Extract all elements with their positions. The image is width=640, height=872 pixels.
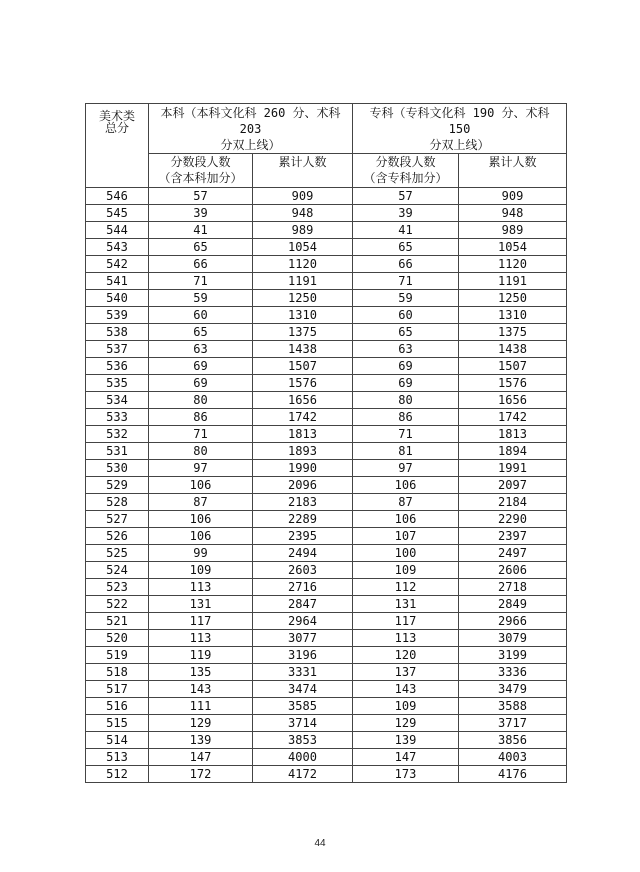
total-score-cell: 526 [86,528,149,545]
college-segment-count-cell: 112 [353,579,459,596]
table-row [86,256,567,273]
total-score-cell: 512 [86,766,149,783]
college-cumulative-cell: 3717 [459,715,567,732]
college-segment-count-cell: 117 [353,613,459,630]
undergrad-segment-count-cell: 106 [149,511,253,528]
total-score-cell: 539 [86,307,149,324]
college-segment-count-cell: 139 [353,732,459,749]
total-score-cell: 544 [86,222,149,239]
college-segment-line2: （含专科加分） [363,171,448,185]
undergrad-cumulative-cell: 4000 [253,749,353,766]
undergrad-segment-count-cell: 86 [149,409,253,426]
undergrad-segment-count-cell: 87 [149,494,253,511]
page-number: 44 [314,838,326,849]
undergrad-cumulative-cell: 3474 [253,681,353,698]
college-cumulative-cell: 2966 [459,613,567,630]
undergraduate-segment-header [149,154,253,188]
total-score-cell: 531 [86,443,149,460]
college-cumulative-header [459,154,567,188]
undergrad-cumulative-cell: 3196 [253,647,353,664]
college-cumulative-label: 累计人数 [488,155,537,169]
college-segment-count-cell: 137 [353,664,459,681]
undergrad-cumulative-cell: 3853 [253,732,353,749]
undergrad-cumulative-cell: 3331 [253,664,353,681]
undergrad-cumulative-cell: 1813 [253,426,353,443]
table-row [86,341,567,358]
college-cumulative-cell: 1120 [459,256,567,273]
college-cumulative-cell: 1813 [459,426,567,443]
college-cumulative-cell: 1507 [459,358,567,375]
college-segment-count-cell: 60 [353,307,459,324]
college-cumulative-cell: 2290 [459,511,567,528]
table-row [86,715,567,732]
total-score-cell: 535 [86,375,149,392]
total-score-header [86,104,149,188]
college-segment-count-cell: 71 [353,426,459,443]
undergrad-segment-count-cell: 66 [149,256,253,273]
college-segment-count-cell: 66 [353,256,459,273]
total-score-cell: 533 [86,409,149,426]
table-row [86,409,567,426]
college-segment-count-cell: 173 [353,766,459,783]
table-row [86,477,567,494]
undergrad-cumulative-cell: 1990 [253,460,353,477]
undergraduate-segment-line2: （含本科加分） [158,171,243,185]
undergrad-cumulative-cell: 1507 [253,358,353,375]
undergrad-cumulative-cell: 4172 [253,766,353,783]
table-row [86,290,567,307]
college-segment-count-cell: 87 [353,494,459,511]
college-segment-count-cell: 81 [353,443,459,460]
college-cumulative-cell: 4003 [459,749,567,766]
total-score-cell: 516 [86,698,149,715]
table-row [86,494,567,511]
undergrad-cumulative-cell: 2289 [253,511,353,528]
total-score-cell: 541 [86,273,149,290]
college-segment-count-cell: 41 [353,222,459,239]
undergrad-cumulative-cell: 1191 [253,273,353,290]
undergrad-segment-count-cell: 71 [149,426,253,443]
undergrad-segment-count-cell: 65 [149,324,253,341]
college-cumulative-cell: 1656 [459,392,567,409]
total-score-cell: 543 [86,239,149,256]
college-group-header [353,104,567,154]
undergrad-segment-count-cell: 39 [149,205,253,222]
college-cumulative-cell: 1375 [459,324,567,341]
table-row [86,579,567,596]
table-row [86,426,567,443]
table-row [86,358,567,375]
college-cumulative-cell: 2097 [459,477,567,494]
college-segment-count-cell: 106 [353,477,459,494]
table-row [86,613,567,630]
total-score-cell: 545 [86,205,149,222]
undergraduate-cumulative-label: 累计人数 [278,155,327,169]
table-row [86,307,567,324]
table-row [86,647,567,664]
college-cumulative-cell: 1991 [459,460,567,477]
college-cumulative-cell: 3079 [459,630,567,647]
total-score-cell: 523 [86,579,149,596]
college-cumulative-cell: 909 [459,188,567,205]
total-score-cell: 537 [86,341,149,358]
undergraduate-group-header [149,104,353,154]
college-segment-count-cell: 113 [353,630,459,647]
table-row [86,596,567,613]
total-score-cell: 527 [86,511,149,528]
college-cumulative-cell: 1310 [459,307,567,324]
undergrad-cumulative-cell: 2603 [253,562,353,579]
total-score-cell: 522 [86,596,149,613]
undergrad-segment-count-cell: 117 [149,613,253,630]
college-segment-count-cell: 106 [353,511,459,528]
undergrad-cumulative-cell: 909 [253,188,353,205]
undergrad-cumulative-cell: 1576 [253,375,353,392]
college-segment-count-cell: 69 [353,375,459,392]
college-cumulative-cell: 2718 [459,579,567,596]
undergrad-cumulative-cell: 1054 [253,239,353,256]
header-row-top [86,104,567,154]
college-cumulative-cell: 4176 [459,766,567,783]
undergrad-segment-count-cell: 99 [149,545,253,562]
undergrad-segment-count-cell: 135 [149,664,253,681]
college-segment-count-cell: 147 [353,749,459,766]
undergrad-segment-count-cell: 80 [149,392,253,409]
undergrad-segment-count-cell: 113 [149,579,253,596]
total-score-cell: 517 [86,681,149,698]
table-row [86,681,567,698]
college-segment-count-cell: 86 [353,409,459,426]
college-cumulative-cell: 1191 [459,273,567,290]
college-segment-count-cell: 65 [353,239,459,256]
table-row [86,698,567,715]
total-score-cell: 546 [86,188,149,205]
table-row [86,222,567,239]
undergrad-segment-count-cell: 41 [149,222,253,239]
total-score-cell: 513 [86,749,149,766]
college-cumulative-cell: 989 [459,222,567,239]
table-row [86,545,567,562]
table-row [86,511,567,528]
college-segment-count-cell: 80 [353,392,459,409]
undergrad-cumulative-cell: 1310 [253,307,353,324]
total-score-cell: 542 [86,256,149,273]
table-row [86,188,567,205]
undergrad-segment-count-cell: 119 [149,647,253,664]
table-body [86,188,567,783]
undergraduate-cumulative-header [253,154,353,188]
undergrad-cumulative-cell: 1893 [253,443,353,460]
college-cumulative-cell: 3479 [459,681,567,698]
table-row [86,749,567,766]
undergrad-segment-count-cell: 111 [149,698,253,715]
undergrad-cumulative-cell: 1656 [253,392,353,409]
table-row [86,443,567,460]
total-score-cell: 524 [86,562,149,579]
table-row [86,664,567,681]
college-cumulative-cell: 1576 [459,375,567,392]
undergrad-cumulative-cell: 1120 [253,256,353,273]
undergrad-segment-count-cell: 147 [149,749,253,766]
table-row [86,205,567,222]
table-row [86,630,567,647]
college-cumulative-cell: 3856 [459,732,567,749]
college-cumulative-cell: 2849 [459,596,567,613]
college-cumulative-cell: 2184 [459,494,567,511]
table-row [86,460,567,477]
college-segment-count-cell: 71 [353,273,459,290]
total-score-cell: 518 [86,664,149,681]
undergrad-segment-count-cell: 113 [149,630,253,647]
undergrad-cumulative-cell: 989 [253,222,353,239]
undergrad-segment-count-cell: 69 [149,375,253,392]
undergrad-cumulative-cell: 1375 [253,324,353,341]
college-segment-count-cell: 129 [353,715,459,732]
undergrad-segment-count-cell: 80 [149,443,253,460]
college-segment-line1: 分数段人数 [375,155,436,169]
undergrad-cumulative-cell: 2096 [253,477,353,494]
undergrad-cumulative-cell: 3585 [253,698,353,715]
table-header [86,104,567,188]
college-cumulative-cell: 1250 [459,290,567,307]
total-score-cell: 525 [86,545,149,562]
college-cumulative-cell: 1438 [459,341,567,358]
undergrad-segment-count-cell: 59 [149,290,253,307]
total-score-cell: 534 [86,392,149,409]
table-row [86,392,567,409]
undergrad-cumulative-cell: 948 [253,205,353,222]
total-score-cell: 528 [86,494,149,511]
undergrad-segment-count-cell: 131 [149,596,253,613]
college-segment-count-cell: 65 [353,324,459,341]
undergrad-cumulative-cell: 1250 [253,290,353,307]
total-score-cell: 536 [86,358,149,375]
college-segment-count-cell: 107 [353,528,459,545]
table-row [86,375,567,392]
undergraduate-segment-line1: 分数段人数 [170,155,231,169]
undergrad-cumulative-cell: 2494 [253,545,353,562]
college-cumulative-cell: 2397 [459,528,567,545]
college-cumulative-cell: 3199 [459,647,567,664]
college-segment-count-cell: 39 [353,205,459,222]
college-cumulative-cell: 2606 [459,562,567,579]
college-segment-count-cell: 109 [353,562,459,579]
undergraduate-title-line1: 本科（本科文化科 260 分、术科 [160,106,341,120]
college-cumulative-cell: 1894 [459,443,567,460]
college-title-line2: 150 [448,122,471,136]
college-cumulative-cell: 2497 [459,545,567,562]
total-score-cell: 521 [86,613,149,630]
undergrad-segment-count-cell: 57 [149,188,253,205]
college-cumulative-cell: 3336 [459,664,567,681]
undergrad-cumulative-cell: 1742 [253,409,353,426]
total-score-cell: 540 [86,290,149,307]
college-segment-count-cell: 97 [353,460,459,477]
college-segment-count-cell: 131 [353,596,459,613]
total-score-header-line1: 美术类 [98,109,135,123]
undergrad-segment-count-cell: 71 [149,273,253,290]
undergrad-segment-count-cell: 172 [149,766,253,783]
undergrad-cumulative-cell: 2716 [253,579,353,596]
undergrad-segment-count-cell: 106 [149,477,253,494]
total-score-cell: 515 [86,715,149,732]
undergrad-cumulative-cell: 3714 [253,715,353,732]
undergrad-cumulative-cell: 3077 [253,630,353,647]
college-segment-count-cell: 120 [353,647,459,664]
college-title-line1: 专科（专科文化科 190 分、术科 [369,106,550,120]
table-row [86,324,567,341]
undergrad-segment-count-cell: 69 [149,358,253,375]
undergrad-segment-count-cell: 109 [149,562,253,579]
score-table [85,103,567,783]
undergrad-cumulative-cell: 2847 [253,596,353,613]
undergrad-segment-count-cell: 143 [149,681,253,698]
college-segment-count-cell: 69 [353,358,459,375]
undergrad-segment-count-cell: 106 [149,528,253,545]
total-score-cell: 529 [86,477,149,494]
undergrad-segment-count-cell: 97 [149,460,253,477]
undergrad-segment-count-cell: 65 [149,239,253,256]
college-segment-count-cell: 109 [353,698,459,715]
total-score-cell: 520 [86,630,149,647]
total-score-cell: 532 [86,426,149,443]
undergrad-cumulative-cell: 1438 [253,341,353,358]
table-row [86,766,567,783]
college-segment-header [353,154,459,188]
undergrad-cumulative-cell: 2183 [253,494,353,511]
header-row-sub [86,154,567,188]
total-score-cell: 538 [86,324,149,341]
college-cumulative-cell: 3588 [459,698,567,715]
college-segment-count-cell: 59 [353,290,459,307]
total-score-header-line2: 总分 [104,121,129,135]
undergraduate-title-line3: 分双上线） [220,138,281,152]
college-cumulative-cell: 1054 [459,239,567,256]
undergrad-segment-count-cell: 129 [149,715,253,732]
college-cumulative-cell: 948 [459,205,567,222]
undergrad-segment-count-cell: 60 [149,307,253,324]
total-score-cell: 530 [86,460,149,477]
college-title-line3: 分双上线） [429,138,490,152]
undergrad-cumulative-cell: 2395 [253,528,353,545]
college-segment-count-cell: 100 [353,545,459,562]
table-row [86,528,567,545]
table-row [86,239,567,256]
total-score-cell: 514 [86,732,149,749]
college-segment-count-cell: 57 [353,188,459,205]
undergrad-cumulative-cell: 2964 [253,613,353,630]
table-row [86,732,567,749]
college-segment-count-cell: 63 [353,341,459,358]
table-row [86,273,567,290]
table-row [86,562,567,579]
undergrad-segment-count-cell: 139 [149,732,253,749]
undergraduate-title-line2: 203 [239,122,262,136]
college-cumulative-cell: 1742 [459,409,567,426]
undergrad-segment-count-cell: 63 [149,341,253,358]
total-score-cell: 519 [86,647,149,664]
college-segment-count-cell: 143 [353,681,459,698]
